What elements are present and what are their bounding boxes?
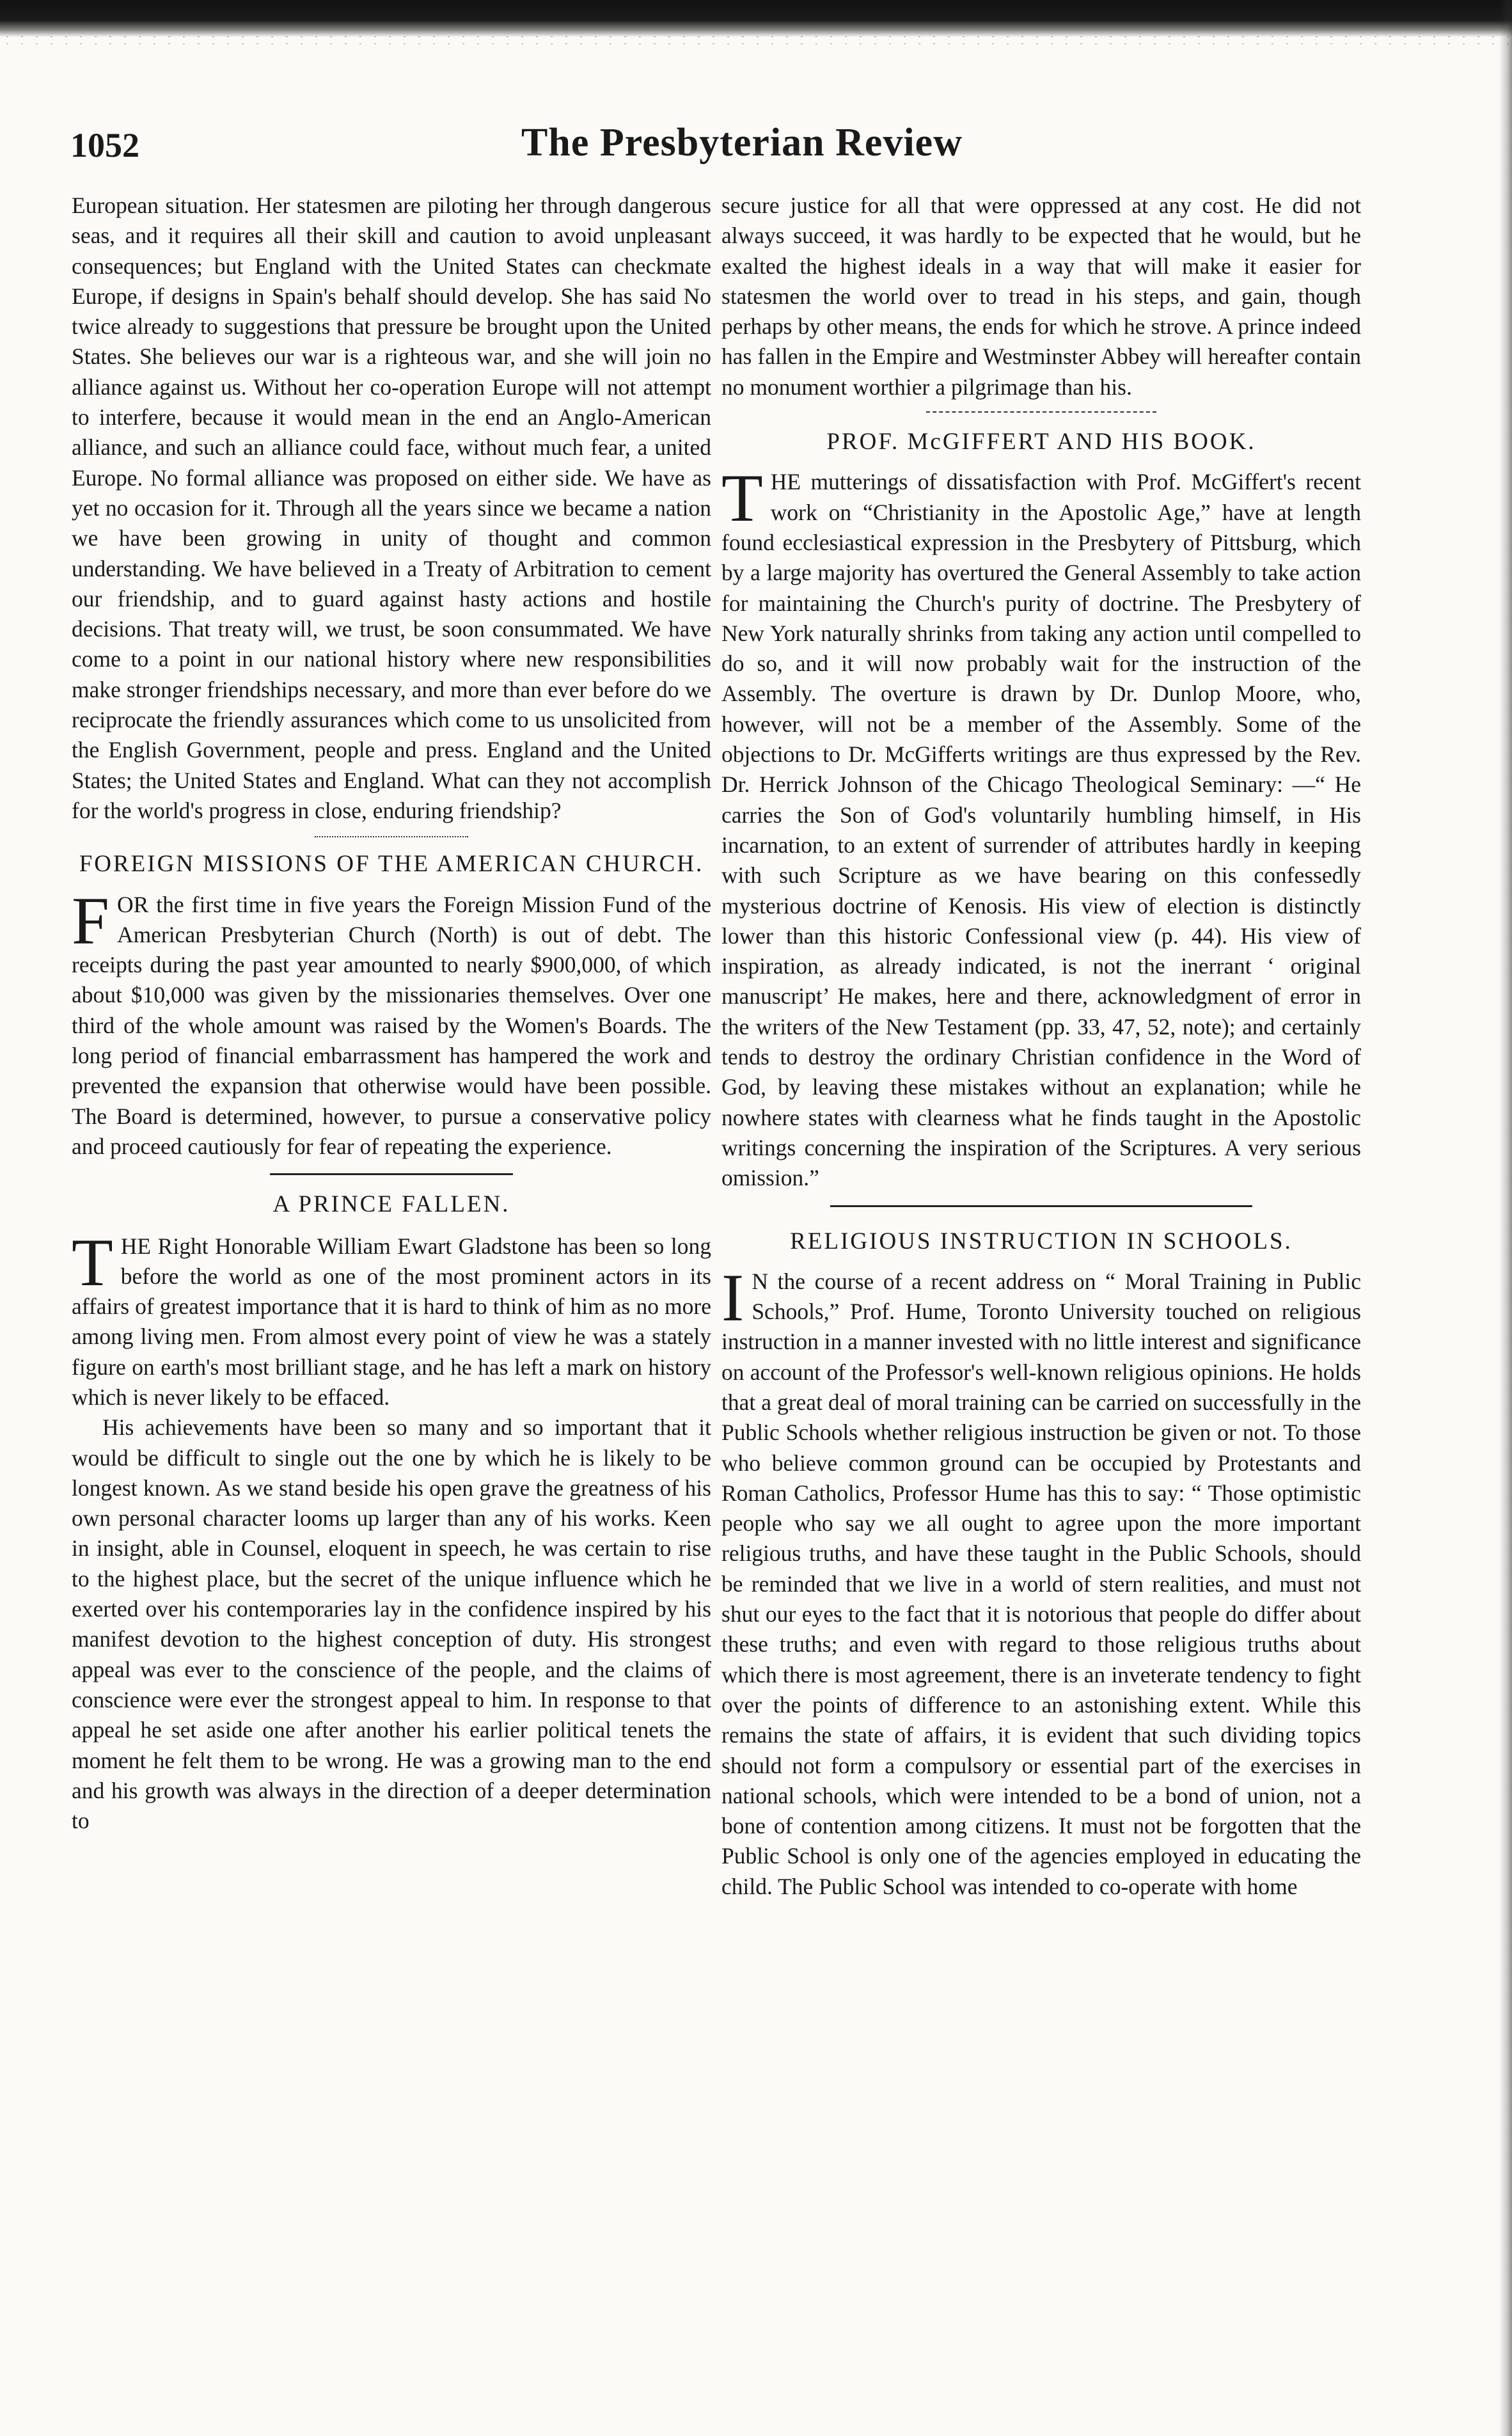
left-column: [72, 191, 711, 1836]
section-title-prince-fallen: A PRINCE FALLEN.: [272, 1191, 510, 1218]
section-title-mcgiffert: PROF. McGIFFERT AND HIS BOOK.: [826, 429, 1256, 455]
section-title-foreign-missions: FOREIGN MISSIONS OF THE AMERICAN CHURCH.: [79, 851, 704, 878]
article-continuation: European situation. Her statesmen are piloting her through dangerous seas, and it requires all their skill and caution to avoid unpleasant consequences; but England with the United States can checkmate Europe, if designs in Spain's behalf should develop. She has said No twice already to suggestions that pressure be brought upon the United States. She believes our war is a righteous war, and she will join no alliance against us. Without her co-operation Europe will not attempt to interfere, because it would mean in the end an Anglo-American alliance, and such an alliance could face, without much fear, a united Europe. No formal alliance was proposed on either side. We have as yet no occasion for it. Through all the years since we became a nation we have been growing in unity of thought and common understanding. We have believed in a Treaty of Arbitration to cement our friendship, and to guard against hasty actions and hostile decisions. That treaty will, we trust, be soon consummated. We have come to a point in our national history where new responsibilities make stronger friendships necessary, and more than ever before do we reciprocate the friendly assurances which come to us unsolicited from the English Government, people and press. England and the United States; the United States and England. What can they not accomplish for the world's progress in close, enduring friendship?: [72, 193, 711, 823]
drop-cap: F: [72, 883, 109, 958]
torn-page-edge: [0, 0, 1512, 37]
page-edge-speckle: [0, 33, 1512, 47]
running-title: The Presbyterian Review: [521, 121, 963, 164]
article-foreign-missions: [72, 883, 711, 1162]
article-paragraph: His achievements have been so many and so important that it would be difficult to single out the one by which he is likely to be longest known. As we stand beside his open grave the greatness of his own personal character looms up larger than any of his works. Keen in insight, able in Counsel, eloquent in speech, he was certain to rise to the highest place, but the secret of the unique influence which he exerted over his contemporaries lay in the confidence inspired by his manifest devotion to the highest conception of duty. His strongest appeal was ever to the conscience of the people, and the claims of conscience were ever the strongest appeal to him. In response to that appeal he set aside one after another his earlier political tenets the moment he felt them to be wrong. He was a growing man to the end and his growth was always in the direction of a deeper determination to: [72, 1414, 711, 1834]
page-number: 1052: [70, 126, 139, 164]
article-prince-fallen: [72, 1224, 711, 1413]
right-column: [721, 191, 1361, 1902]
page-edge-shadow: [1499, 0, 1512, 2436]
drop-cap: I: [721, 1260, 744, 1335]
article-religious-instruction: [721, 1260, 1361, 1902]
article-continuation: secure justice for all that were oppressed at any cost. He did not always succeed, it was hardly to be expected that he would, but he exalted the highest ideals in a way that will make it easier for statesmen the world over to tread in his steps, and gain, though perhaps by other means, the ends for which he strove. A prince indeed has fallen in the Empire and Westminster Abbey will hereafter contain no monument worthier a pilgrimage than his.: [721, 193, 1361, 400]
article-body: OR the first time in five years the Foreign Mission Fund of the American Presbyterian Church (North) is out of debt. The receipts during the past year amounted to nearly $900,000, of which about $10,000 was given by the missionaries themselves. Over one third of the whole amount was raised by the Women's Boards. The long period of financial embarrassment has hampered the work and prevented the expansion that otherwise would have been possible. The Board is determined, however, to pursue a conservative policy and proceed cautiously for fear of repeating the experience.: [72, 891, 711, 1159]
drop-cap: T: [721, 461, 763, 536]
article-body: HE Right Honorable William Ewart Gladstone has been so long before the world as one of the most prominent actors in its affairs of greatest importance that it is hard to think of him as no more among living men. From almost every point of view he was a stately figure on earth's most brilliant stage, and he has left a mark on history which is never likely to be effaced.: [72, 1233, 711, 1410]
article-body: N the course of a recent address on “ Moral Training in Public Schools,” Prof. Hume, Toronto University touched on religious instruction in a manner invested with no little interest and significance on account of the Professor's well-known religious opinions. He holds that a great deal of moral training can be carried on successfully in the Public Schools whether religious instruction be given or not. To those who believe common ground can be occupied by Protestants and Roman Catholics, Professor Hume has this to say: “ Those optimistic people who say we all ought to agree upon the more important religious truths, and have these taught in the Public Schools, should be reminded that we live in a world of stern realities, and must not shut our eyes to the fact that it is notorious that people do differ about these truths; and even with regard to those religious truths about which there is most agreement, there is an inveterate tendency to fight over the points of difference to an astonishing extent. While this remains the state of affairs, it is evident that such dividing topics should not form a compulsory or essential part of the exercises in national schools, which were intended to be a bond of union, not a bone of contention among citizens. It must not be forgotten that the Public School is only one of the agencies employed in educating the child. The Public School was intended to co-operate with home: [721, 1268, 1361, 1899]
article-body: HE mutterings of dissatisfaction with Prof. McGiffert's recent work on “Christianity in the Apostolic Age,” have at length found ecclesiastical expression in the Presbytery of Pittsburg, which by a large majority has overtured the General Assembly to take action for maintaining the Church's purity of doctrine. The Presbytery of New York naturally shrinks from taking any action until compelled to do so, and it will now probably wait for the instruction of the Assembly. The overture is drawn by Dr. Dunlop Moore, who, however, will not be a member of the Assembly. Some of the objections to Dr. McGifferts writings are thus expressed by the Rev. Dr. Herrick Johnson of the Chicago Theological Seminary: —“ He carries the Son of God's voluntarily humbling himself, in His incarnation, to an extent of surrender of attributes hardly in keeping with such Scripture as we have bearing on this confessedly mysterious doctrine of Kenosis. His view of election is distinctly lower than this historic Confessional view (p. 44). His view of inspiration, as already indicated, is not the inerrant ‘ original manuscript’ He makes, here and there, acknowledgment of error in the writers of the New Testament (pp. 33, 47, 52, note); and certainly tends to destroy the ordinary Christian confidence in the Word of God, by leaving these mistakes without an explanation; while he nowhere states with clearness what he finds taught in the Apostolic writings concerning the inspiration of the Scriptures. A very serious omission.”: [721, 469, 1361, 1191]
article-mcgiffert: [721, 461, 1361, 1193]
drop-cap: T: [72, 1224, 113, 1300]
section-title-religious-instruction: RELIGIOUS INSTRUCTION IN SCHOOLS.: [790, 1228, 1293, 1254]
page-header: [70, 120, 1420, 178]
